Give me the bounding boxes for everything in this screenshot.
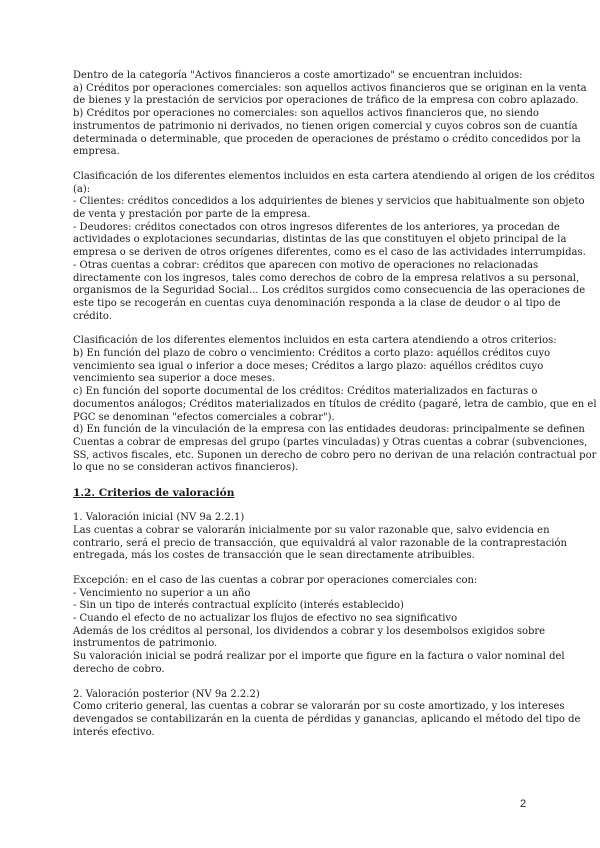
text-line: lo que no se consideran activos financieros).: [73, 462, 299, 474]
text-line: vencimiento sea igual o inferior a doce meses; Créditos a largo plazo: aquéllos créditos cuyo: [73, 360, 544, 372]
text-line: a) Créditos por operaciones comerciales: son aquellos activos financieros que se originan en la venta: [73, 82, 587, 94]
text-line: - Clientes: créditos concedidos a los adquirientes de bienes y servicios que habitualmente son objeto: [73, 196, 585, 208]
text-line: actividades o explotaciones secundarias, distintas de las que constituyen el objeto principal de la: [73, 234, 567, 246]
text-line: 1. Valoración inicial (NV 9a 2.2.1): [73, 512, 245, 524]
text-line: devengados se contabilizarán en la cuenta de pérdidas y ganancias, aplicando el método del tipo de: [73, 713, 581, 725]
paragraph-gap: [73, 159, 529, 171]
paragraph-gap: [73, 563, 529, 575]
text-line: d) En función de la vinculación de la empresa con las entidades deudoras: principalmente se definen: [73, 424, 585, 436]
text-line: entregada, más los costes de transacción que le sean directamente atribuibles.: [73, 550, 475, 562]
text-line: vencimiento sea superior a doce meses.: [73, 373, 276, 385]
text-line: instrumentos de patrimonio ni derivados, no tienen origen comercial y cuyos cobros son de cuantía: [73, 120, 578, 132]
text-line: b) En función del plazo de cobro o vencimiento: Créditos a corto plazo: aquéllos créditos cuyo: [73, 348, 551, 360]
text-line: c) En función del soporte documental de los créditos: Créditos materializados en facturas o: [73, 386, 538, 398]
text-line: PGC se denominan "efectos comerciales a cobrar").: [73, 411, 335, 423]
paragraph: [73, 335, 597, 475]
text-line: (a):: [73, 183, 91, 195]
text-line: derecho de cobro.: [73, 663, 165, 675]
paragraph: [73, 574, 565, 677]
text-line: - Vencimiento no superior a un año: [73, 587, 251, 599]
text-line: Además de los créditos al personal, los dividendos a cobrar y los desembolsos exigidos sobre: [73, 625, 546, 637]
paragraph: [73, 170, 595, 323]
text-line: Como criterio general, las cuentas a cobrar se valorarán por su coste amortizado, y los intereses: [73, 701, 565, 713]
text-line: Clasificación de los diferentes elementos incluidos en esta cartera atendiendo al origen de los créditos: [73, 170, 595, 182]
text-line: contrario, será el precio de transacción, que equivaldrá al valor razonable de la contraprestación: [73, 537, 567, 549]
text-line: Excepción: en el caso de las cuentas a cobrar por operaciones comerciales con:: [73, 574, 478, 586]
paragraph-gap: [73, 323, 529, 335]
text-line: organismos de la Seguridad Social... Los créditos surgidos como consecuencia de las operaciones de: [73, 285, 586, 297]
text-line: Su valoración inicial se podrá realizar por el importe que figure en la factura o valor nominal del: [73, 651, 565, 663]
paragraph-gap: [73, 500, 529, 512]
page-number: 2: [520, 798, 527, 810]
text-line: 2. Valoración posterior (NV 9a 2.2.2): [73, 688, 260, 700]
document-body: [73, 70, 597, 739]
text-line: b) Créditos por operaciones no comerciales: son aquellos activos financieros que, no siendo: [73, 108, 539, 120]
section-heading: 1.2. Criterios de valoración: [73, 487, 235, 500]
text-line: Clasificación de los diferentes elementos incluidos en esta cartera atendiendo a otros criterios:: [73, 335, 557, 347]
text-line: Cuentas a cobrar de empresas del grupo (partes vinculadas) y Otras cuentas a cobrar (subvenciones,: [73, 436, 588, 448]
text-line: Dentro de la categoría "Activos financieros a coste amortizado" se encuentran incluidos:: [73, 70, 523, 81]
text-line: Las cuentas a cobrar se valorarán inicialmente por su valor razonable que, salvo evidencia en: [73, 524, 550, 536]
text-line: empresa o se deriven de otros orígenes diferentes, como es el caso de las actividades interrumpidas.: [73, 247, 586, 259]
paragraph-gap: [73, 677, 529, 689]
text-line: - Deudores: créditos conectados con otros ingresos diferentes de los anteriores, ya procedan de: [73, 221, 560, 233]
text-line: directamente con los ingresos, tales como derechos de cobro de la empresa relativos a su personal,: [73, 272, 580, 284]
paragraph: [73, 70, 587, 159]
text-line: empresa.: [73, 146, 120, 158]
paragraph-gap: [73, 475, 529, 487]
text-line: de bienes y la prestación de servicios por operaciones de tráfico de la empresa con cobro aplazado.: [73, 95, 579, 107]
text-line: interés efectivo.: [73, 726, 155, 738]
text-line: instrumentos de patrimonio.: [73, 638, 218, 650]
text-line: crédito.: [73, 310, 112, 322]
text-line: documentos análogos; Créditos materializados en títulos de crédito (pagaré, letra de cambio, que en el: [73, 398, 597, 410]
text-line: SS, activos fiscales, etc. Suponen un derecho de cobro pero no derivan de una relación contractual por: [73, 449, 597, 461]
paragraph: [73, 512, 567, 563]
paragraph: [73, 688, 581, 740]
text-line: - Cuando el efecto de no actualizar los flujos de efectivo no sea significativo: [73, 613, 458, 625]
text-line: de venta y prestación por parte de la empresa.: [73, 209, 311, 221]
text-line: determinada o determinable, que proceden de operaciones de préstamo o crédito concedidos por la: [73, 133, 581, 145]
text-line: este tipo se recogerán en cuentas cuya denominación responda a la clase de deudor o al tipo de: [73, 297, 561, 309]
text-line: - Otras cuentas a cobrar: créditos que aparecen con motivo de operaciones no relacionadas: [73, 259, 539, 271]
text-line: - Sin un tipo de interés contractual explícito (interés establecido): [73, 600, 404, 612]
